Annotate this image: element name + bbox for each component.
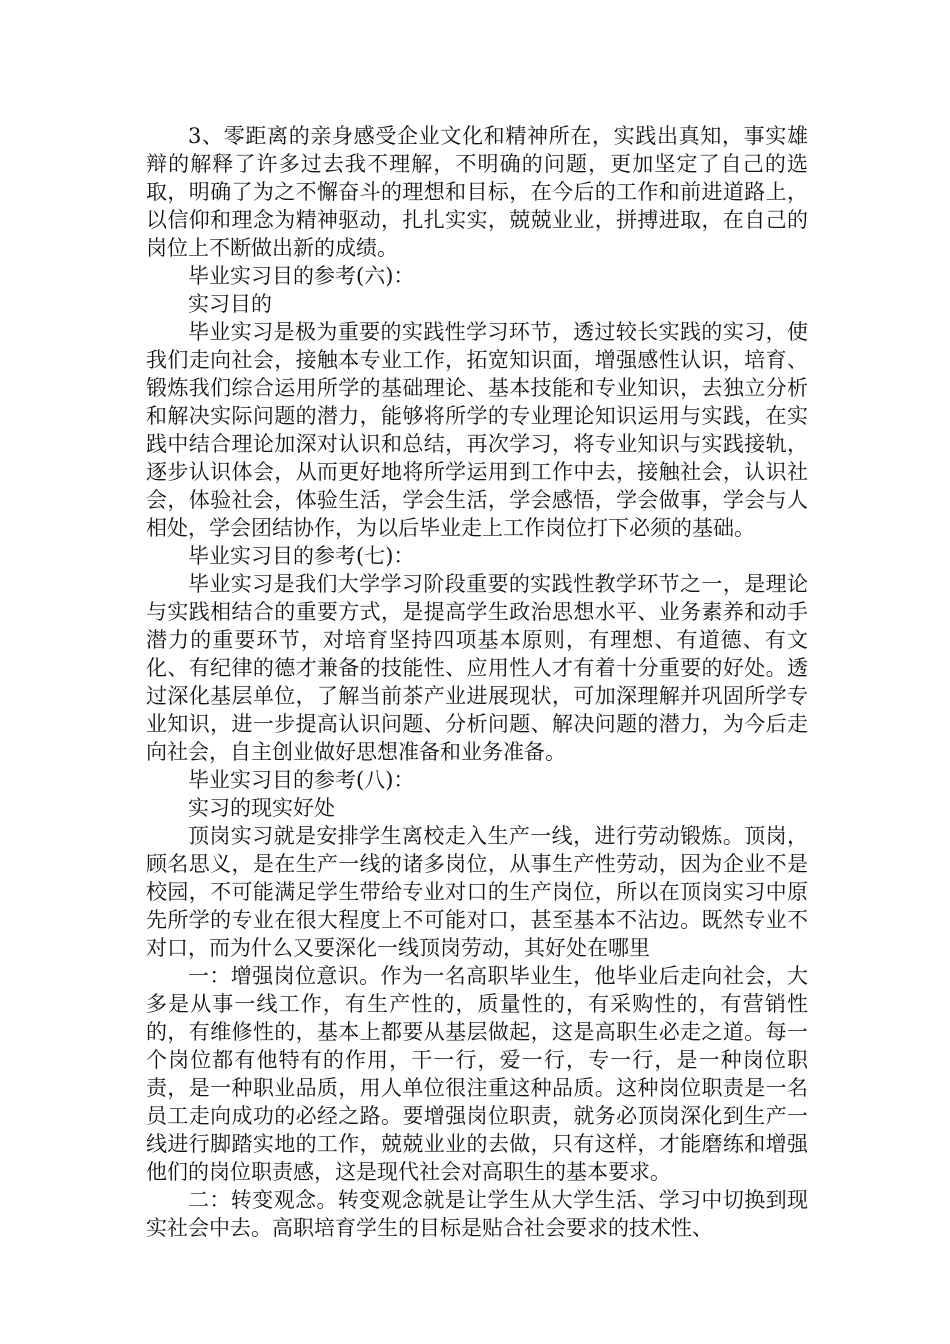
section-heading-six: 毕业实习目的参考(六)： [188,264,415,288]
paragraph-seven: 毕业实习是我们大学学习阶段重要的实践性教学环节之一，是理论与实践相结合的重要方式，是提高学生政治思想水平、业务素养和动手潜力的重要环节，对培育坚持四项基本原则，有理想、有道德、有文化、有纪律的德才兼备的技能性、应用性人才有着十分重要的好处。透过深化基层单位，了解当前茶产业进展现状，可加深理解并巩固所学专业知识，进一步提高认识问题、分析问题、解决问题的潜力，为今后走向社会，自主创业做好思想准备和业务准备。 [146,572,808,764]
subheading-benefits: 实习的现实好处 [188,796,335,820]
paragraph-internship: 顶岗实习就是安排学生离校走入生产一线，进行劳动锻炼。顶岗，顾名思义，是在生产一线的诸多岗位，从事生产性劳动，因为企业不是校园，不可能满足学生带给专业对口的生产岗位，所以在顶岗实习中原先所学的专业在很大程度上不可能对口，甚至基本不沾边。既然专业不对口，而为什么又要深化一线顶岗劳动，其好处在哪里 [146,824,808,960]
section-heading-seven: 毕业实习目的参考(七)： [188,544,415,568]
document-body [146,122,808,1242]
paragraph-point-two: 二：转变观念。转变观念就是让学生从大学生活、学习中切换到现实社会中去。高职培育学生的目标是贴合社会要求的技术性、 [146,1188,808,1240]
paragraph-point-3: 3、零距离的亲身感受企业文化和精神所在，实践出真知，事实雄辩的解释了许多过去我不理解，不明确的问题，更加坚定了自己的选取，明确了为之不懈奋斗的理想和目标，在今后的工作和前进道路上，以信仰和理念为精神驱动，扎扎实实，兢兢业业，拼搏进取，在自己的岗位上不断做出新的成绩。 [146,124,808,260]
section-heading-eight: 毕业实习目的参考(八)： [188,768,415,792]
paragraph-purpose: 毕业实习是极为重要的实践性学习环节，透过较长实践的实习，使我们走向社会，接触本专业工作，拓宽知识面，增强感性认识，培育、锻炼我们综合运用所学的基础理论、基本技能和专业知识，去独立分析和解决实际问题的潜力，能够将所学的专业理论知识运用与实践，在实践中结合理论加深对认识和总结，再次学习，将专业知识与实践接轨，逐步认识体会，从而更好地将所学运用到工作中去，接触社会，认识社会，体验社会，体验生活，学会生活，学会感悟，学会做事，学会与人相处，学会团结协作，为以后毕业走上工作岗位打下必须的基础。 [146,320,808,540]
subheading-purpose: 实习目的 [188,292,272,316]
paragraph-point-one: 一：增强岗位意识。作为一名高职毕业生，他毕业后走向社会，大多是从事一线工作，有生产性的，质量性的，有采购性的，有营销性的，有维修性的，基本上都要从基层做起，这是高职生必走之道。每一个岗位都有他特有的作用，干一行，爱一行，专一行，是一种岗位职责，是一种职业品质，用人单位很注重这种品质。这种岗位职责是一名员工走向成功的必经之路。要增强岗位职责，就务必顶岗深化到生产一线进行脚踏实地的工作，兢兢业业的去做，只有这样，才能磨练和增强他们的岗位职责感，这是现代社会对高职生的基本要求。 [146,964,808,1184]
